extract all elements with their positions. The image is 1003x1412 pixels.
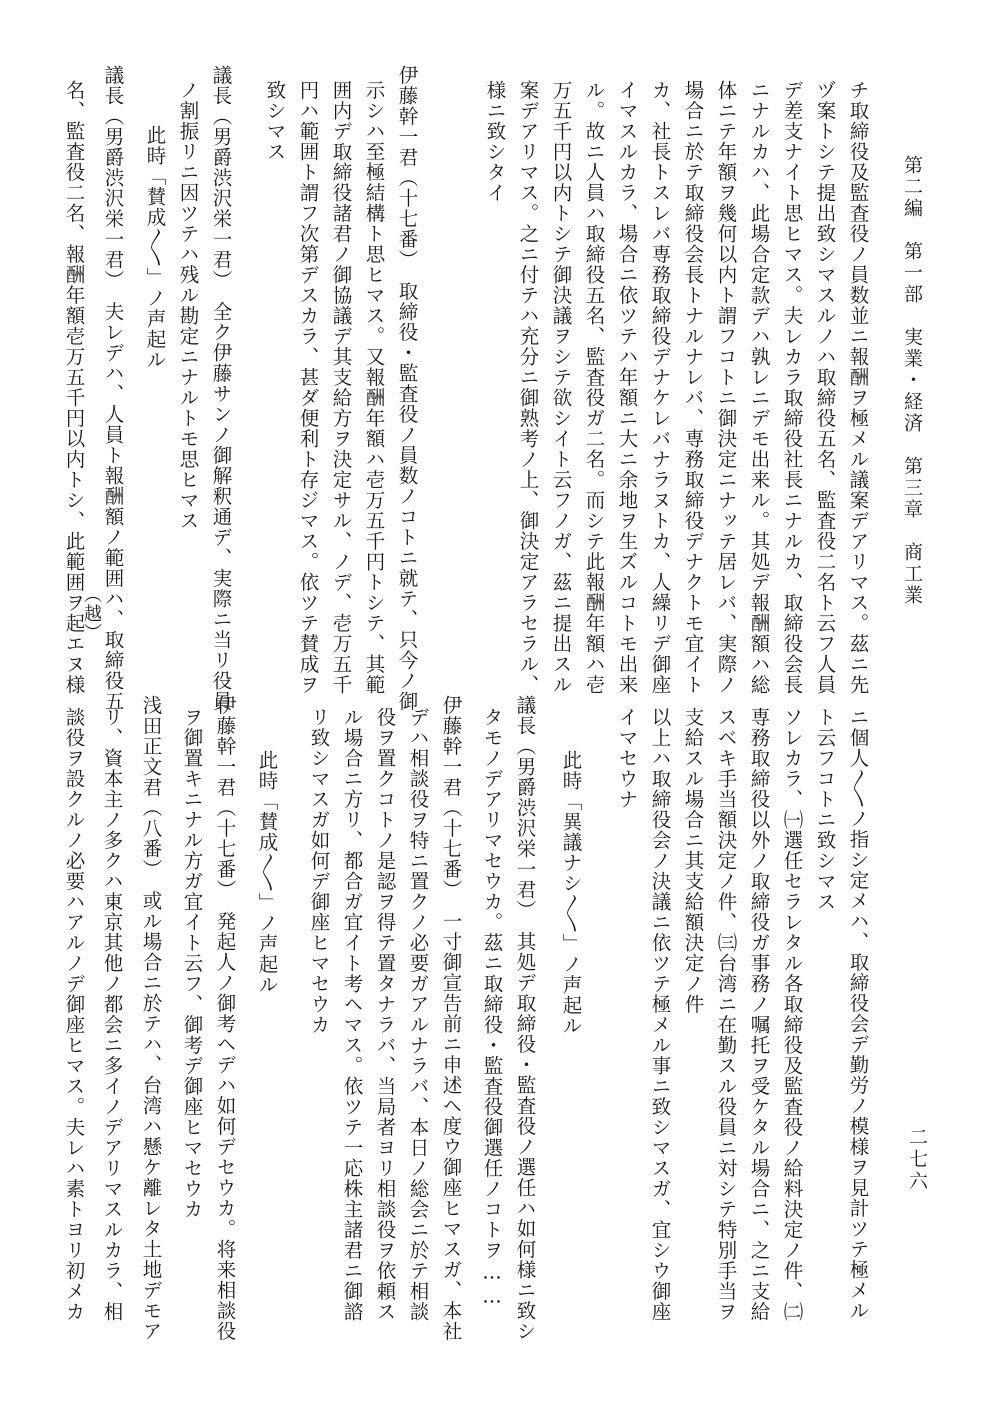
text-column: 支給スル場合ニ其支給額決定ノ件 xyxy=(681,707,705,1015)
text-column: 致シマス xyxy=(263,80,287,162)
text-column: 円ハ範囲ト謂フ次第デスカラ、甚ダ便利ト存ジマス。依ツテ賛成ヲ xyxy=(296,80,320,695)
text-column: カ、社長トスレバ専務取締役デナケレバナラヌトカ、人繰リデ御座 xyxy=(648,80,672,695)
speaker-column: 伊藤幹一君（十七番） 発起人ノ御考ヘデハ如何デセウカ。将来相談役 xyxy=(213,695,237,1342)
text-column: 様ニ致シタイ xyxy=(483,80,507,203)
text-column: ヅ案トシテ提出致シマスルノハ取締役五名、監査役二名ト云フ人員 xyxy=(813,80,837,695)
text-column: ソレカラ、㈠選任セラレタル各取締役及監査役ノ給料決定ノ件、㈡ xyxy=(780,707,804,1322)
text-column: 場合ニ於テ取締役会長トナルナレバ、専務取締役デナクトモ宜イト xyxy=(681,80,705,695)
text-column: 案デアリマス。之ニ付テハ充分ニ御熟考ノ上、御決定アラセラル、 xyxy=(516,80,540,695)
speaker-column: 議長（男爵渋沢栄一君） 夫レデハ、人員ト報酬額ノ範囲ハ、取締役五 xyxy=(101,65,125,712)
speaker-column: 議長（男爵渋沢栄一君） 全ク伊藤サンノ御解釈通デ、実際ニ当リ役員 xyxy=(209,65,233,712)
text-column: 専務取締役以外ノ取締役ガ事務ノ嘱托ヲ受ケタル場合ニ、之ニ支給 xyxy=(747,707,771,1322)
stage-direction: 此時「異議ナシ〳〵」ノ声起ル xyxy=(559,750,583,1036)
text-column: 談役ヲ設クルノ必要ハアルノデ御座ヒマス。夫レハ素トヨリ初メカ xyxy=(62,707,86,1322)
text-column: イマスルカラ、場合ニ依ツテハ年額ニ大ニ余地ヲ生ズルコトモ出来 xyxy=(615,80,639,695)
text-column: チ取締役及監査役ノ員数並ニ報酬ヲ極メル議案デアリマス。茲ニ先 xyxy=(846,80,870,695)
text-column: 役ヲ置クコトノ是認ヲ得テ置タナラバ、当局者ヨリ相談役ヲ依頼ス xyxy=(373,707,397,1322)
text-column: ノ割振リニ因ツテハ残ル勘定ニナルトモ思ヒマス xyxy=(176,80,200,531)
page-number: 二七六 xyxy=(906,1127,928,1193)
speaker-column: 浅田正文君（八番） 或ル場合ニ於テハ、台湾ハ懸ケ離レタ土地デモア xyxy=(139,695,163,1342)
editorial-correction: （越） xyxy=(81,585,102,642)
text-column: デ差支ナイト思ヒマス。夫レカラ取締役社長ニナルカ、取締役会長 xyxy=(780,80,804,695)
text-column: デハ相談役ヲ特ニ置クノ必要ガアルナラバ、本日ノ総会ニ於テ相談 xyxy=(406,707,430,1322)
stage-direction: 此時「賛成〳〵」ノ声起ル xyxy=(143,125,167,370)
speaker-column: 議長（男爵渋沢栄一君） 其処デ取締役・監査役ノ選任ハ如何様ニ致シ xyxy=(513,695,537,1342)
text-column: 名、監査役二名、報酬年額壱万五千円以内トシ、此範囲ヲ起エヌ様 xyxy=(62,80,86,695)
text-column: 示シハ至極結構ト思ヒマス。又報酬年額ハ壱万五千円トシテ、其範 xyxy=(362,80,386,695)
text-column: ル場合ニ方リ、都合ガ宜イト考ヘマス。依ツテ一応株主諸君ニ御諮 xyxy=(340,707,364,1322)
text-column: 以上ハ取締役会ノ決議ニ依ツテ極メル事ニ致シマスガ、宜シウ御座 xyxy=(648,707,672,1322)
speaker-column: 伊藤幹一君（十七番） 一寸御宣告前ニ申述ヘ度ウ御座ヒマスガ、本社 xyxy=(439,695,463,1342)
text-column: タモノデアリマセウカ。茲ニ取締役・監査役御選任ノコトヲ…… xyxy=(480,707,504,1309)
speaker-column: 伊藤幹一君（十七番） 取締役・監査役ノ員数ノコトニ就テ、只今ノ御 xyxy=(395,65,419,712)
text-column: リ、資本主ノ多クハ東京其他ノ都会ニ多イノデアリマスルカラ、相 xyxy=(100,707,124,1322)
text-column: 万五千円以内トシテ御決議ヲシテ欲シイト云フノガ、茲ニ提出スル xyxy=(549,80,573,695)
text-column: 体ニテ年額ヲ幾何以内ト謂フコトニ御決定ニナッテ居レバ、実際ノ xyxy=(714,80,738,695)
text-column: リ致シマスガ如何デ御座ヒマセウカ xyxy=(307,707,331,1035)
text-column: ト云フコトニ致シマス xyxy=(813,707,837,912)
text-column: ル。故ニ人員ハ取締役五名、監査役ガ二名。而シテ此報酬年額ハ壱 xyxy=(582,80,606,695)
text-column: ニ個人〳〵ノ指シ定メハ、取締役会デ勤労ノ模様ヲ見計ツテ極メル xyxy=(846,707,870,1321)
text-column: ニナルカハ、此場合定款デハ孰レニデモ出来ル。其処デ報酬額ハ総 xyxy=(747,80,771,695)
running-head-text: 第二編 第一部 実業・経済 第三章 商工業 xyxy=(901,155,923,607)
text-column: ヲ御置キニナル方ガ宜イト云フ、御考デ御座ヒマセウカ xyxy=(180,707,204,1220)
text-column: イマセウナ xyxy=(615,707,639,810)
text-column: 囲内デ取締役諸君ノ御協議デ其支給方ヲ決定サル、ノデ、壱万五千 xyxy=(329,80,353,695)
stage-direction: 此時「賛成〳〵」ノ声起ル xyxy=(255,750,279,995)
text-column: スベキ手当額決定ノ件、㈢台湾ニ在勤スル役員ニ対シテ特別手当ヲ xyxy=(714,707,738,1322)
